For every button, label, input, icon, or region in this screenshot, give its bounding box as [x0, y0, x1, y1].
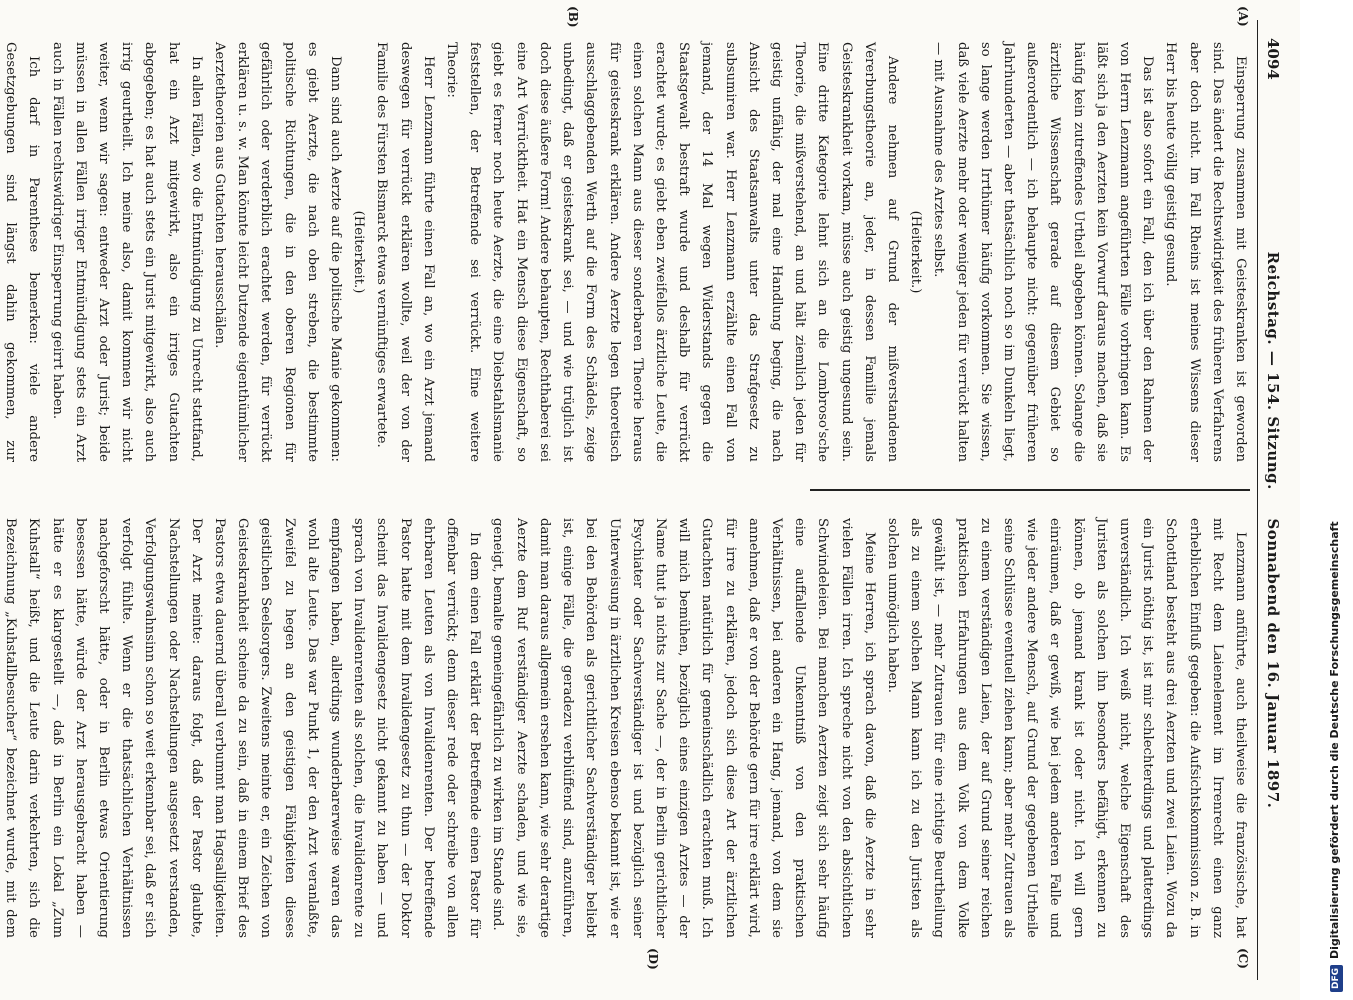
paragraph: Andere nehmen auf Grund der mißverstandenen Vererbungstheorie an, jeder, in dessen Familie jemals Geisteskrankheit vorkam, müsse auch geistig ungesund sein. Eine dritte Kategorie lehnt sich an die Lombroso'sche Theorie, die mißverstehend, an und hält ziemlich jeden für geistig unfähig, der mal eine Handlung beging, die nach Ansicht des Staatsanwalts unter das Strafgesetz zu subsumiren war. Herr Lenzmann erzählte einen Fall von jemand, der 14 Mal wegen Widerstands gegen die Staatsgewalt bestraft wurde und deshalb für verrückt erachtet wurde; es giebt eben zweifellos ärztliche Leute, die einen solchen Mann aus dieser sonderbaren Theorie heraus für geisteskrank erklären. Andere Aerzte legen theoretisch ausschlaggebenden Werth auf die Form des Schädels, zeige unbedingt, daß er geisteskrank sei, — und wie trüglich ist doch diese äußere Form! Andere behaupten, Rechthaberei sei eine Art Verrücktheit. Hat ein Mensch diese Eigenschaft, so giebt es ferner noch heute Aerzte, die eine Diebstahlsmanie feststellen, der Betreffende sei verrückt. Eine weitere Theorie: — [444, 42, 900, 462]
margin-marker-c: (C) — [1236, 948, 1250, 969]
page-header — [1257, 20, 1292, 980]
paragraph: Ich darf in Parenthese bemerken: viele andere Gesetzgebungen sind längst dahin gekommen, zur — [3, 42, 42, 462]
paragraph: Lenzmann anführte, auch theilweise die französische, hat mit Recht dem Laienelement im Irrenrecht einen ganz erheblichen Einfluß gegeben: die Aufsichtskommission z. B. in Schottland besteht aus drei Aerzten und zwei Laien. Wozu da ein Jurist nöthig ist, ist mir schlechterdings und platterdings unverständlich. Ich weiß nicht, welche Eigenschaft des Juristen als solchen ihn besonders befähigt, erkennen zu können, ob jemand krank ist oder nicht. Ich will gern einräumen, daß er gewiß, wie bei jedem anderen Falle und wie jeder andere Mensch, auf Grund der gegebenen Urtheile seine Schlüsse eventuell ziehen kann; aber mehr Zutrauen als zu einem verständigen Laien, der auf Grund seiner reichen praktischen Erfahrungen aus dem Volk von dem Volke gewählt ist, — mehr Zutrauen für eine richtige Beurtheilung als zu einem solchen Mann kann ich zu den Juristen als solchen unmöglich haben. — [884, 518, 1248, 938]
header-title — [1264, 140, 1282, 920]
interjection: (Heiterkeit.) — [908, 210, 924, 294]
paragraph: In allen Fällen, wo die Entmündigung zu Unrecht stattfand, hat ein Arzt mitgewirkt, also ein irriges Gutachten abgegeben; es hat auch stets ein Jurist mitgewirkt, also auch irrig geurtheilt. Ich meine also, damit kommen wir nicht weiter, wenn wir sagen: entweder Arzt oder Jurist; beide müssen in allen Fällen irriger Entmündigung stets ein Arzt auch in Fällen rechtswidriger Einsperrung geirrt haben. — [49, 42, 204, 462]
paragraph: Herr Lenzmann führte einen Fall an, wo ein Arzt jemand deswegen für verrückt erklären wollte, weil der von der Familie des Fürsten Bismarck etwas vernünftiges erwartete. — [374, 42, 436, 462]
funding-text: Digitalisierung gefördert durch die Deutsche Forschungsgemeinschaft — [1328, 521, 1341, 959]
session-date: Sonnabend den 16. Januar 1897. — [1264, 518, 1282, 809]
paragraph: Dann sind auch Aerzte auf die politische Manie gekommen: es giebt Aerzte, die nach oben streben, die bestimmte politische Richtungen, die in den oberen Regionen für gefährlich oder verderblich erachtet werden, für verrückt erklären u. s. w. Man könnte leicht Dutzende eigenthümlicher Aerztetheorien aus Gutachten herausschälen. — [212, 42, 344, 462]
funding-note — [1320, 0, 1350, 1000]
session-title: Reichstag. — 154. Sitzung. — [1264, 251, 1282, 490]
margin-marker-b: (B) — [566, 6, 580, 28]
page-number: 4094 — [1264, 38, 1282, 80]
paragraph: Meine Herren, ich sprach davon, daß die Aerzte in sehr vielen Fällen irren. Ich spreche nicht von den absichtlichen Schwindeleien. Bei manchen Aerzten zeigt sich sehr häufig eine auffallende Unkenntniß von den praktischen Verhältnissen, bei anderen ein Hang, jemand, von dem sie annehmen, daß er von der Behörde gern für irre erklärt wird, für irre zu erklären, jedoch sich diese Art der ärztlichen Gutachten natürlich für gemeinschädlich erachten muß. Ich will mich bemühen, bezüglich eines einzigen Arztes — der Name thut ja nichts zur Sache —, der in Berlin gerichtlicher Psychiater oder Sachverständiger ist und bezüglich seiner Unterweisung in ärztlichen Kreisen ebenso bekannt ist, wie er bei den Behörden als gerichtlicher Sachverständiger beliebt ist, einige Fälle, die geradezu verblüffend sind, anzuführen, damit man daraus allgemein ersehen kann, wie sehr derartige Aerzte dem Ruf verständiger Aerzte schaden, und wie sie, geneigt, bemalte gemeingefährlich zu wirken im Stande sind. — [490, 518, 877, 938]
paragraph: Das ist also sofort ein Fall, den ich über den Rahmen der von Herrn Lenzmann angeführten Fälle vorbringen kann. Es läßt sich ja den Aerzten kein Vorwurf daraus machen, daß sie häufig kein zutreffendes Urtheil abgeben können. Solange die ärztliche Wissenschaft gerade auf diesem Gebiet so außerordentlich — ich behaupte nicht: gegenüber früheren Jahrhunderten — aber thatsächlich noch so im Dunkeln liegt, so lange werden Irrthümer häufig vorkommen. Sie wissen, daß viele Aerzte mehr oder weniger jeden für verrückt halten — mit Ausnahme des Arztes selbst. — [931, 42, 1156, 462]
margin-marker-d: (D) — [646, 948, 660, 970]
paragraph: In dem einen Fall erklärt der Betreffende einen Pastor für offenbar verrückt; denn dieser rede oder schreibe von allen ehrbaren Leuten als von Invalidenrenten. Der betreffende Pastor hatte mit dem Invalidengesetz zu thun — der Doktor scheint das Invalidengesetz nicht gekannt zu haben — und sprach von Invalidenrenten als solchen, die Invalidenrente zu empfangen haben, allerdings wunderbarerweise waren das wohl alte Leute. Das war Punkt 1, der den Arzt veranlaßte, Zweifel zu hegen an den geistigen Fähigkeiten dieses geistlichen Seelsorgers. Zweitens meinte er, ein Zeichen von Geisteskrankheit scheine da zu sein, daß in einem Brief des Pastors etwa dauernd überall verbummt man Hagsalligkeiten. Der Arzt meinte: daraus folgt, daß der Pastor glaubte, Nachstellungen oder Nachstellungen ausgesetzt verstanden, Verfolgungswahnsinn schon so weit erkennbar sei, daß er sich verfolgt fühlte. Wenn er die thatsächlichen Verhältnissen nachgeforscht hätte, oder in Berlin etwas Orientierung besessen hätte, würde der Arzt herausgebracht haben — hätte er es klargestellt —, daß in Berlin ein Lokal „Zum Kuhstall“ heißt, und die Leute darin verkehrten, sich die Bezeichnung „Kuhstallbesucher“ bezeichnet wurde, mit dem — [3, 518, 483, 938]
right-column — [3, 518, 1252, 938]
interjection: (Heiterkeit.) — [351, 210, 367, 294]
paragraph: Einsperrung zusammen mit Geisteskranken ist geworden sind. Das ändert die Rechtswidrigkeit des früheren Verfahrens aber doch nicht. Im Fall Rheins ist meines Wissens dieser Herr bis heute völlig geistig gesund. — [1163, 42, 1248, 462]
dfg-logo: DFG — [1330, 965, 1343, 992]
margin-marker-a: (A) — [1236, 6, 1250, 27]
column-divider — [810, 489, 1250, 491]
funding-sidebar — [1320, 0, 1353, 1000]
left-column — [3, 42, 1252, 462]
